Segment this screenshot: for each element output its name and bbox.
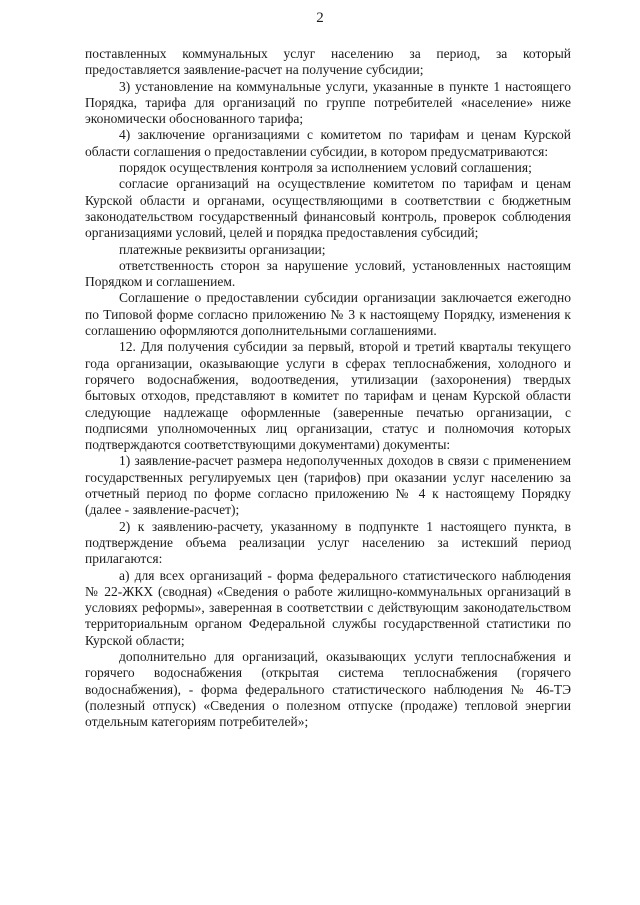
paragraph-agreement: Соглашение о предоставлении субсидии организации заключается ежегодно по Типовой форме согласно приложению № 3 к настоящему Порядку, изменения к соглашению оформляются дополнительными соглашениями. — [85, 290, 571, 339]
paragraph-responsibility: ответственность сторон за нарушение условий, установленных настоящим Порядком и соглашением. — [85, 257, 571, 290]
page-number: 2 — [316, 10, 324, 26]
paragraph-subitem-1: 1) заявление-расчет размера недополученных доходов в связи с применением государственных регулируемых цен (тарифов) при оказании услуг населению за отчетный период по форме согласно приложению № 4 к настоящему Порядку (далее - заявление-расчет); — [85, 453, 571, 518]
paragraph-control-order: порядок осуществления контроля за исполнением условий соглашения; — [119, 160, 532, 176]
paragraph-subitem-2: 2) к заявлению-расчету, указанному в подпункте 1 настоящего пункта, в подтверждение объема реализации услуг населению за истекший период прилагаются: — [85, 518, 571, 567]
paragraph-continuation: поставленных коммунальных услуг населению за период, за который предоставляется заявление-расчет на получение субсидии; — [85, 46, 571, 78]
paragraph-subitem-a: а) для всех организаций - форма федерального статистического наблюдения № 22-ЖКХ (сводная) «Сведения о работе жилищно-коммунальных организаций в условиях реформы», заверенная в соответствии с действующим законодательством территориальным органом Федеральной службы государственной статистики по Курской области; — [85, 567, 571, 648]
paragraph-item-3: 3) установление на коммунальные услуги, указанные в пункте 1 настоящего Порядка, тарифа для организаций по группе потребителей «население» ниже экономически обоснованного тарифа; — [85, 78, 571, 127]
paragraph-additional: дополнительно для организаций, оказывающих услуги теплоснабжения и горячего водоснабжения (открытая система теплоснабжения (горячего водоснабжения), - форма федерального статистического наблюдения № 46-ТЭ (полезный отпуск) «Сведения о полезном отпуске (продаже) тепловой энергии отдельным категориям потребителей»; — [85, 648, 571, 730]
paragraph-payment-details: платежные реквизиты организации; — [119, 241, 326, 257]
paragraph-item-4: 4) заключение организациями с комитетом по тарифам и ценам Курской области соглашения о предоставлении субсидии, в котором предусматриваются: — [85, 127, 571, 159]
document-body — [85, 46, 571, 730]
paragraph-consent: согласие организаций на осуществление комитетом по тарифам и ценам Курской области и органами, осуществляющими в соответствии с бюджетным законодательством государственный финансовый контроль, проверок соблюдения организациями условий, целей и порядка предоставления субсидий; — [85, 176, 571, 241]
paragraph-item-12: 12. Для получения субсидии за первый, второй и третий кварталы текущего года организации, оказывающие услуги в сферах теплоснабжения, холодного и горячего водоснабжения, водоотведения, утилизации (захоронения) твердых бытовых отходов, представляют в комитет по тарифам и ценам Курской области следующие надлежаще оформленные (заверенные печатью организации, с подписями уполномоченных лиц организации, статус и полномочия которых подтверждаются соответствующими документами) документы: — [85, 339, 571, 453]
